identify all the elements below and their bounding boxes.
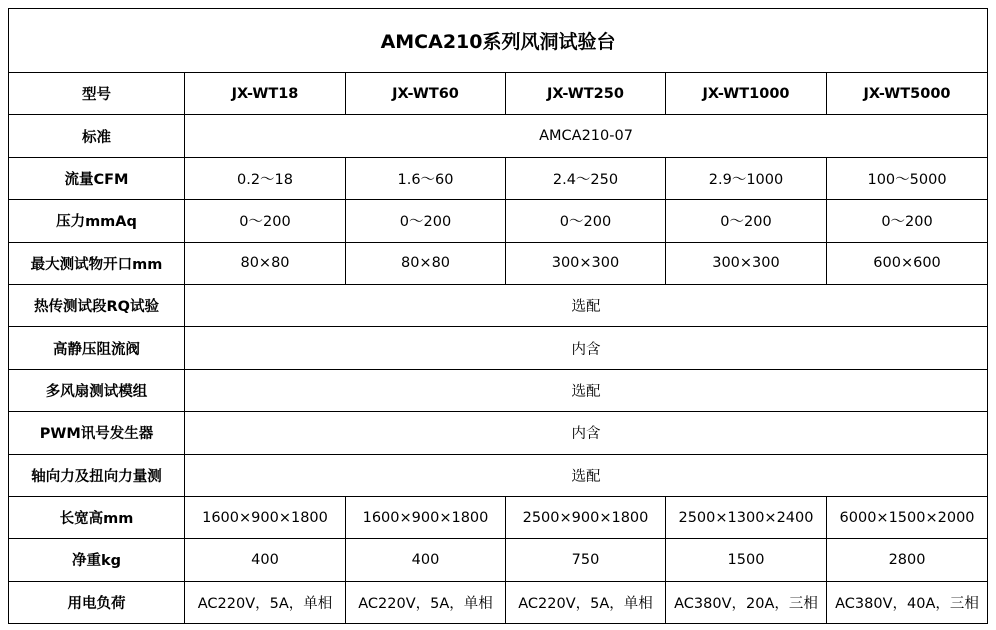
weight-row xyxy=(9,539,988,581)
table-cell: 1600×900×1800 xyxy=(346,496,506,538)
table-cell: 0～200 xyxy=(666,200,827,242)
heat-transfer-value: 选配 xyxy=(185,284,988,326)
row-label: 高静压阻流阀 xyxy=(9,327,185,369)
row-label: 热传测试段RQ试验 xyxy=(9,284,185,326)
high-static-value: 内含 xyxy=(185,327,988,369)
table-cell: 1600×900×1800 xyxy=(185,496,346,538)
torque-row xyxy=(9,454,988,496)
title-row xyxy=(9,9,988,73)
spec-table-container xyxy=(8,8,987,624)
row-label: 轴向力及扭向力量测 xyxy=(9,454,185,496)
model-cell: JX-WT60 xyxy=(346,73,506,115)
pwm-value: 内含 xyxy=(185,412,988,454)
table-cell: 600×600 xyxy=(827,242,988,284)
table-cell: 0～200 xyxy=(506,200,666,242)
table-cell: 80×80 xyxy=(346,242,506,284)
table-cell: 1500 xyxy=(666,539,827,581)
row-label: 用电负荷 xyxy=(9,581,185,623)
table-cell: 2800 xyxy=(827,539,988,581)
table-cell: 400 xyxy=(346,539,506,581)
table-cell: 1.6～60 xyxy=(346,157,506,199)
multi-fan-row xyxy=(9,369,988,411)
model-cell: JX-WT1000 xyxy=(666,73,827,115)
high-static-row xyxy=(9,327,988,369)
table-cell: 750 xyxy=(506,539,666,581)
model-cell: JX-WT250 xyxy=(506,73,666,115)
table-cell: 400 xyxy=(185,539,346,581)
multi-fan-value: 选配 xyxy=(185,369,988,411)
model-cell: JX-WT18 xyxy=(185,73,346,115)
spec-table xyxy=(8,8,988,624)
torque-value: 选配 xyxy=(185,454,988,496)
table-cell: 300×300 xyxy=(506,242,666,284)
model-cell: JX-WT5000 xyxy=(827,73,988,115)
pwm-row xyxy=(9,412,988,454)
table-cell: 80×80 xyxy=(185,242,346,284)
flow-row xyxy=(9,157,988,199)
row-label: 净重kg xyxy=(9,539,185,581)
table-cell: AC380V，40A，三相 xyxy=(827,581,988,623)
table-cell: AC220V，5A，单相 xyxy=(346,581,506,623)
table-cell: 6000×1500×2000 xyxy=(827,496,988,538)
row-label: 标准 xyxy=(9,115,185,157)
table-cell: 100～5000 xyxy=(827,157,988,199)
standard-value: AMCA210-07 xyxy=(185,115,988,157)
pressure-row xyxy=(9,200,988,242)
table-cell: 2.4～250 xyxy=(506,157,666,199)
table-cell: AC220V，5A，单相 xyxy=(506,581,666,623)
model-label: 型号 xyxy=(9,73,185,115)
row-label: 最大测试物开口mm xyxy=(9,242,185,284)
table-cell: 0～200 xyxy=(185,200,346,242)
table-cell: 2500×1300×2400 xyxy=(666,496,827,538)
heat-transfer-row xyxy=(9,284,988,326)
table-cell: AC380V，20A，三相 xyxy=(666,581,827,623)
table-cell: 0～200 xyxy=(346,200,506,242)
row-label: 多风扇测试模组 xyxy=(9,369,185,411)
power-row xyxy=(9,581,988,623)
table-title: AMCA210系列风洞试验台 xyxy=(9,9,988,73)
row-label: 流量CFM xyxy=(9,157,185,199)
table-cell: 0.2～18 xyxy=(185,157,346,199)
row-label: 压力mmAq xyxy=(9,200,185,242)
dimensions-row xyxy=(9,496,988,538)
standard-row xyxy=(9,115,988,157)
model-row xyxy=(9,73,988,115)
table-cell: 2500×900×1800 xyxy=(506,496,666,538)
table-cell: 300×300 xyxy=(666,242,827,284)
opening-row xyxy=(9,242,988,284)
table-cell: AC220V，5A，单相 xyxy=(185,581,346,623)
table-cell: 0～200 xyxy=(827,200,988,242)
table-cell: 2.9～1000 xyxy=(666,157,827,199)
row-label: 长宽高mm xyxy=(9,496,185,538)
row-label: PWM讯号发生器 xyxy=(9,412,185,454)
